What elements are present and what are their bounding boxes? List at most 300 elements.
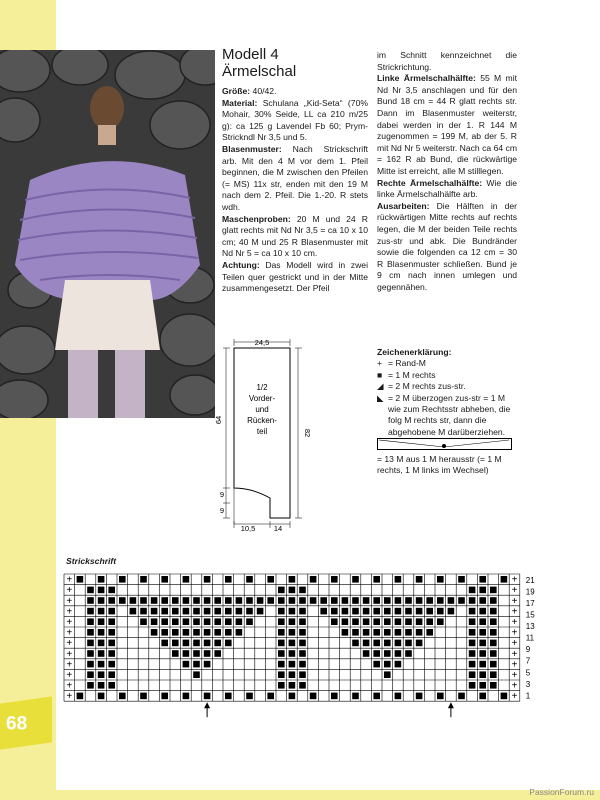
chart-title: Strickschrift	[66, 556, 117, 566]
stitch-mark	[299, 640, 306, 647]
stitch-mark	[490, 682, 497, 689]
stitch-mark	[395, 608, 402, 615]
stitch-mark	[108, 671, 115, 678]
stitch-mark	[469, 682, 476, 689]
stitch-mark	[119, 576, 126, 583]
stitch-mark	[384, 629, 391, 636]
stitch-mark	[458, 576, 465, 583]
plus-icon: +	[511, 606, 518, 618]
stitch-mark	[363, 618, 370, 625]
legend-text: = 2 M rechts zus-str.	[388, 381, 466, 392]
note-text: Das Modell wird in zwei Teilen quer gestrickt und in der Mitte zusammengesetzt. Der Pfeil	[222, 259, 368, 294]
stitch-mark	[204, 576, 211, 583]
stitch-mark	[490, 640, 497, 647]
stitch-mark	[214, 618, 221, 625]
stitch-mark	[87, 629, 94, 636]
stitch-mark	[246, 693, 253, 700]
stitch-mark	[108, 618, 115, 625]
stitch-mark	[395, 640, 402, 647]
stitch-mark	[384, 597, 391, 604]
title-line-2: Ärmelschal	[222, 63, 297, 80]
stitch-mark	[183, 693, 190, 700]
stitch-mark	[352, 597, 359, 604]
stitch-mark	[373, 650, 380, 657]
stitch-mark	[214, 650, 221, 657]
stitch-mark	[87, 650, 94, 657]
arrow-icon	[204, 702, 210, 708]
stitch-mark	[183, 629, 190, 636]
stitch-mark	[331, 618, 338, 625]
row-label: 15	[525, 610, 535, 620]
stitch-mark	[395, 618, 402, 625]
stitch-mark	[490, 671, 497, 678]
stitch-mark	[289, 608, 296, 615]
stitch-mark	[214, 597, 221, 604]
stitch-mark	[278, 587, 285, 594]
stitch-mark	[299, 650, 306, 657]
stitch-mark	[172, 650, 179, 657]
stitch-mark	[384, 640, 391, 647]
stitch-mark	[352, 618, 359, 625]
stitch-mark	[352, 629, 359, 636]
stitch-mark	[98, 608, 105, 615]
stitch-mark	[469, 661, 476, 668]
plus-icon: +	[66, 574, 73, 586]
stitch-mark	[289, 587, 296, 594]
stitch-mark	[479, 640, 486, 647]
stitch-mark	[204, 629, 211, 636]
stitch-mark	[405, 650, 412, 657]
stitch-mark	[342, 597, 349, 604]
stitch-mark	[278, 618, 285, 625]
plus-icon: +	[66, 606, 73, 618]
stitch-mark	[267, 693, 274, 700]
row-label: 5	[525, 668, 531, 678]
stitch-mark	[225, 576, 232, 583]
stitch-mark	[161, 640, 168, 647]
stitch-mark	[87, 671, 94, 678]
row-label: 17	[525, 598, 535, 608]
stitch-mark	[246, 597, 253, 604]
stitch-mark	[479, 597, 486, 604]
legend-item	[377, 381, 517, 392]
stitch-mark	[373, 597, 380, 604]
stitch-mark	[257, 608, 264, 615]
stitch-mark	[278, 682, 285, 689]
gauge-text: 20 M und 24 R glatt rechts mit Nd Nr 3,5 = ca 10 x 10 cm; 40 M und 25 R Blasenmuster mit Nd Nr 5 = ca 10 x 10 cm.	[222, 213, 368, 259]
dim-bottom-left: 10,5	[240, 524, 256, 533]
stitch-mark	[331, 608, 338, 615]
stitch-mark	[225, 597, 232, 604]
plus-icon: +	[66, 691, 73, 703]
stitch-mark	[87, 661, 94, 668]
stitch-mark	[98, 618, 105, 625]
stitch-mark	[225, 640, 232, 647]
schematic-label: 1/2 Vorder-und Rücken-teil	[247, 383, 277, 436]
gauge-label: Maschenproben:	[222, 213, 291, 224]
stitch-mark	[183, 618, 190, 625]
stitch-mark	[98, 576, 105, 583]
legend-item	[377, 358, 517, 369]
stitch-mark	[469, 608, 476, 615]
stitch-mark	[225, 608, 232, 615]
stitch-mark	[416, 693, 423, 700]
stitch-mark	[289, 618, 296, 625]
stitch-mark	[246, 618, 253, 625]
stitch-mark	[151, 618, 158, 625]
stitch-mark	[77, 693, 84, 700]
stitch-mark	[204, 640, 211, 647]
stitch-mark	[479, 682, 486, 689]
stitch-mark	[373, 576, 380, 583]
stitch-mark	[193, 629, 200, 636]
stitch-mark	[204, 597, 211, 604]
stitch-mark	[395, 629, 402, 636]
stitch-mark	[405, 597, 412, 604]
dim-nine-a: 9	[219, 490, 225, 499]
stitch-mark	[246, 576, 253, 583]
stitch-mark	[119, 693, 126, 700]
model-photo	[0, 50, 215, 418]
stitch-mark	[331, 693, 338, 700]
stitch-mark	[384, 671, 391, 678]
row-label: 7	[525, 656, 531, 666]
stitch-mark	[172, 629, 179, 636]
stitch-mark	[437, 608, 444, 615]
stitch-mark	[98, 629, 105, 636]
stitch-mark	[416, 608, 423, 615]
stitch-mark	[98, 650, 105, 657]
stitch-mark	[501, 576, 508, 583]
garment-schematic	[212, 338, 322, 533]
stitch-mark	[119, 597, 126, 604]
stitch-mark	[479, 576, 486, 583]
dim-width-top: 24,5	[254, 338, 270, 347]
pattern-label: Blasenmuster:	[222, 143, 282, 154]
page-number-tab	[0, 696, 52, 749]
stitch-mark	[161, 693, 168, 700]
material-label: Material:	[222, 97, 258, 108]
stitch-mark	[183, 608, 190, 615]
stitch-mark	[310, 693, 317, 700]
row-label: 19	[525, 587, 535, 597]
stitch-mark	[469, 640, 476, 647]
plus-icon: +	[511, 670, 518, 681]
stitch-mark	[352, 608, 359, 615]
stitch-mark	[278, 661, 285, 668]
legend-title: Zeichenerklärung:	[377, 347, 452, 357]
plus-icon: +	[511, 659, 518, 671]
stitch-mark	[363, 640, 370, 647]
stitch-mark	[278, 608, 285, 615]
stitch-mark	[108, 587, 115, 594]
stitch-mark	[257, 597, 264, 604]
stitch-mark	[299, 629, 306, 636]
stitch-mark	[395, 650, 402, 657]
stitch-mark	[320, 597, 327, 604]
stitch-mark	[289, 661, 296, 668]
stitch-mark	[479, 608, 486, 615]
stitch-mark	[204, 693, 211, 700]
arrow-icon	[448, 702, 454, 708]
stitch-mark	[183, 640, 190, 647]
pattern-title	[222, 46, 296, 80]
stitch-mark	[405, 618, 412, 625]
plus-icon: +	[66, 670, 73, 681]
plus-icon: +	[511, 648, 518, 660]
stitch-mark	[469, 618, 476, 625]
stitch-mark	[458, 693, 465, 700]
plus-icon: +	[511, 617, 518, 628]
row-label: 13	[525, 622, 535, 632]
stitch-mark	[289, 597, 296, 604]
stitch-mark	[373, 661, 380, 668]
stitch-mark	[373, 640, 380, 647]
legend-item	[377, 370, 517, 381]
stitch-mark	[448, 597, 455, 604]
stitch-mark	[405, 629, 412, 636]
right-half-text: Wie die linke Ärmelschalhälfte arb.	[377, 177, 517, 200]
stitch-mark	[130, 608, 137, 615]
stitch-mark	[183, 661, 190, 668]
stitch-mark	[416, 618, 423, 625]
pattern-text: Nach Strickschrift arb. Mit den 4 M vor dem 1. Pfeil beginnen, die M zwischen den Pfeilen (= MS) 11x str, enden mit den 19 M nach dem 2. Pfeil. Die 1.-20. R stets wdh.	[222, 143, 368, 212]
dim-nine-b: 9	[219, 506, 225, 515]
stitch-mark	[469, 629, 476, 636]
knitting-chart	[62, 570, 542, 720]
plus-icon: +	[66, 680, 73, 692]
stitch-mark	[193, 671, 200, 678]
stitch-mark	[299, 671, 306, 678]
stitch-mark	[108, 661, 115, 668]
stitch-mark	[183, 650, 190, 657]
plus-icon: +	[66, 659, 73, 671]
stitch-mark	[236, 597, 243, 604]
stitch-mark	[214, 640, 221, 647]
stitch-mark	[395, 693, 402, 700]
plus-icon: +	[377, 358, 383, 369]
stitch-mark	[214, 629, 221, 636]
stitch-mark	[352, 693, 359, 700]
stitch-mark	[98, 661, 105, 668]
instructions-column-2	[377, 50, 517, 293]
stitch-mark	[299, 661, 306, 668]
stitch-mark	[140, 618, 147, 625]
stitch-mark	[490, 608, 497, 615]
legend-text: = 1 M rechts	[388, 369, 436, 380]
stitch-mark	[299, 618, 306, 625]
left-half-label: Linke Ärmelschalhälfte:	[377, 73, 476, 84]
stitch-mark	[87, 608, 94, 615]
stitch-mark	[204, 661, 211, 668]
stitch-mark	[289, 693, 296, 700]
stitch-mark	[479, 629, 486, 636]
right-half-label: Rechte Ärmelschalhälfte:	[377, 177, 483, 188]
stitch-mark	[204, 650, 211, 657]
stitch-mark	[479, 587, 486, 594]
stitch-mark	[193, 650, 200, 657]
stitch-mark	[299, 597, 306, 604]
stitch-mark	[395, 661, 402, 668]
stitch-mark	[193, 640, 200, 647]
stitch-mark	[130, 597, 137, 604]
stitch-mark	[490, 587, 497, 594]
stitch-mark	[140, 693, 147, 700]
row-label: 3	[525, 679, 531, 689]
page-number: 68	[6, 713, 28, 735]
plus-icon: +	[511, 585, 518, 597]
plus-icon: +	[511, 574, 518, 586]
stitch-mark	[87, 640, 94, 647]
stitch-mark	[363, 650, 370, 657]
stitch-mark	[140, 576, 147, 583]
plus-icon: +	[66, 648, 73, 660]
stitch-mark	[289, 671, 296, 678]
plus-icon: +	[511, 638, 518, 650]
row-label: 21	[525, 575, 535, 585]
stitch-mark	[479, 618, 486, 625]
stitch-mark	[267, 576, 274, 583]
plus-icon: +	[511, 595, 518, 607]
stitch-mark	[448, 608, 455, 615]
stitch-mark	[395, 597, 402, 604]
stitch-mark	[437, 693, 444, 700]
stitch-mark	[172, 618, 179, 625]
dim-left-length: 64	[214, 415, 223, 425]
stitch-mark	[310, 597, 317, 604]
stitch-mark	[183, 576, 190, 583]
symbol-legend	[377, 347, 517, 476]
stitch-mark	[246, 608, 253, 615]
note-continued: im Schnitt kennzeichnet die Strickrichtung.	[377, 50, 517, 72]
row-label: 9	[525, 645, 531, 655]
stitch-mark	[437, 618, 444, 625]
stitch-mark	[278, 629, 285, 636]
stitch-mark	[77, 576, 84, 583]
stitch-mark	[342, 618, 349, 625]
stitch-mark	[98, 597, 105, 604]
legend-item	[377, 393, 517, 439]
stitch-mark	[363, 629, 370, 636]
note-label: Achtung:	[222, 259, 260, 270]
stitch-mark	[416, 597, 423, 604]
stitch-mark	[204, 618, 211, 625]
stitch-mark	[193, 618, 200, 625]
stitch-mark	[416, 629, 423, 636]
stitch-mark	[299, 682, 306, 689]
stitch-mark	[426, 629, 433, 636]
stitch-mark	[161, 618, 168, 625]
stitch-mark	[98, 671, 105, 678]
stitch-mark	[310, 576, 317, 583]
stitch-mark	[363, 597, 370, 604]
stitch-mark	[395, 576, 402, 583]
stitch-mark	[289, 576, 296, 583]
stitch-mark	[108, 608, 115, 615]
left-half-text: 55 M mit Nd Nr 3,5 anschlagen und für den Bund 18 cm = 44 R glatt rechts str. Dann im Blasenmuster weiterstr, dabei werden in der 1. R 144 M zugenommen = 199 M, ab der 5. R mit Nd Nr 5 weiterstr. Nach ca 64 cm = 162 R ab Bund, die rückwärtige Mitte ist erreicht, alle M stilllegen.	[377, 73, 517, 176]
square-icon: ■	[377, 369, 383, 380]
stitch-mark	[331, 576, 338, 583]
stitch-mark	[426, 608, 433, 615]
stitch-mark	[299, 608, 306, 615]
stitch-mark	[98, 640, 105, 647]
stitch-mark	[161, 608, 168, 615]
legend-item	[377, 438, 517, 476]
stitch-mark	[161, 576, 168, 583]
stitch-mark	[363, 608, 370, 615]
stitch-mark	[331, 597, 338, 604]
stitch-mark	[98, 693, 105, 700]
finishing-text: Die Hälften in der rückwärtigen Mitte rechts auf rechts legen, die M der beiden Teile rechts zus-str und abk. Die Bundränder sowie die folgenden ca 12 cm = 30 R Blasenmuster schließen. Bund je 9 cm nach innen umlegen und gegennähen.	[377, 200, 517, 292]
stitch-mark	[373, 629, 380, 636]
dim-bottom-right: 14	[273, 524, 283, 533]
stitch-mark	[140, 597, 147, 604]
stitch-mark	[172, 640, 179, 647]
stitch-mark	[299, 587, 306, 594]
stitch-mark	[384, 608, 391, 615]
size-label: Größe:	[222, 86, 251, 96]
stitch-mark	[458, 597, 465, 604]
stitch-mark	[193, 597, 200, 604]
stitch-mark	[151, 608, 158, 615]
stitch-mark	[490, 597, 497, 604]
stitch-mark	[352, 640, 359, 647]
stitch-mark	[384, 618, 391, 625]
stitch-mark	[278, 671, 285, 678]
title-line-1: Modell 4	[222, 46, 279, 63]
stitch-mark	[161, 597, 168, 604]
stitch-mark	[437, 576, 444, 583]
stitch-mark	[108, 650, 115, 657]
stitch-mark	[501, 693, 508, 700]
stitch-mark	[225, 629, 232, 636]
stitch-mark	[172, 608, 179, 615]
plus-icon: +	[66, 585, 73, 597]
stitch-mark	[278, 597, 285, 604]
stitch-mark	[151, 597, 158, 604]
stitch-mark	[87, 682, 94, 689]
stitch-mark	[289, 629, 296, 636]
plus-icon: +	[511, 627, 518, 639]
stitch-mark	[373, 693, 380, 700]
stitch-mark	[108, 597, 115, 604]
row-label: 11	[525, 633, 535, 643]
stitch-mark	[289, 640, 296, 647]
stitch-mark	[87, 618, 94, 625]
stitch-mark	[405, 608, 412, 615]
stitch-mark	[161, 629, 168, 636]
stitch-mark	[98, 682, 105, 689]
stitch-mark	[289, 650, 296, 657]
stitch-mark	[289, 682, 296, 689]
stitch-mark	[108, 682, 115, 689]
stitch-mark	[469, 597, 476, 604]
plus-icon: +	[511, 680, 518, 692]
stitch-mark	[278, 640, 285, 647]
stitch-mark	[352, 576, 359, 583]
stitch-mark	[373, 608, 380, 615]
stitch-mark	[437, 597, 444, 604]
stitch-mark	[108, 640, 115, 647]
stitch-mark	[236, 618, 243, 625]
plus-icon: +	[511, 691, 518, 703]
stitch-mark	[373, 618, 380, 625]
stitch-mark	[469, 650, 476, 657]
stitch-mark	[479, 650, 486, 657]
legend-text: = Rand-M	[388, 358, 426, 369]
stitch-mark	[342, 629, 349, 636]
stitch-mark	[108, 629, 115, 636]
